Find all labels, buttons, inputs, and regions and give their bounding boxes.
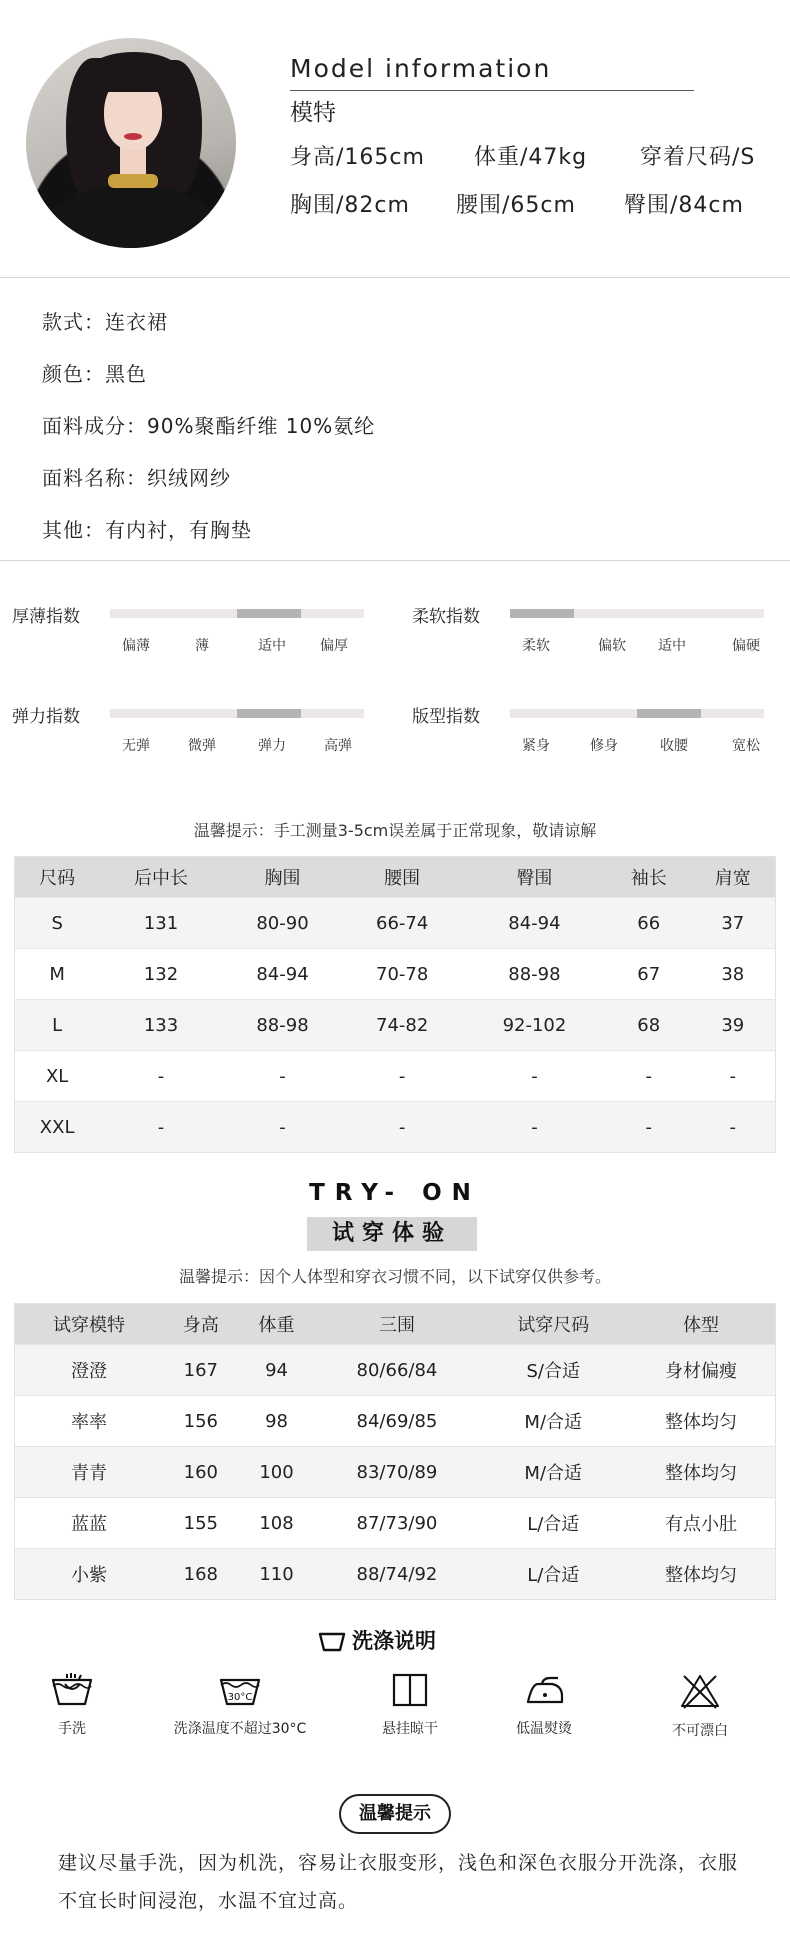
table-row xyxy=(15,1051,776,1102)
table-cell: 67 xyxy=(607,949,691,1000)
table-cell: 39 xyxy=(691,1000,776,1051)
hang-dry-label: 悬挂晾干 xyxy=(382,1721,438,1737)
fit-index-label: 版型指数 xyxy=(412,707,480,727)
model-photo xyxy=(26,38,236,248)
wash-item-hand-wash xyxy=(2,1672,142,1738)
spec-composition: 面料成分：90%聚酯纤维 10%氨纶 xyxy=(42,414,376,438)
table-cell: - xyxy=(462,1051,607,1102)
spec-style: 款式：连衣裙 xyxy=(42,310,168,334)
thickness-index-bar xyxy=(110,609,364,618)
table-cell: 84/69/85 xyxy=(314,1396,479,1447)
thickness-option: 薄 xyxy=(195,638,209,654)
model-bust: 胸围/82cm xyxy=(290,193,410,218)
wash-item-no-bleach xyxy=(630,1672,770,1740)
elasticity-option: 高弹 xyxy=(324,738,352,754)
tip-text: 建议尽量手洗，因为机洗，容易让衣服变形，浅色和深色衣服分开洗涤，衣服不宜长时间浸泡，水温不宜过高。 xyxy=(58,1852,739,1912)
table-cell: 68 xyxy=(607,1000,691,1051)
tryon-title-en: TRY- ON xyxy=(309,1180,481,1206)
header-sleeve: 袖长 xyxy=(607,857,691,898)
elasticity-index-fill xyxy=(237,709,301,718)
softness-option: 偏硬 xyxy=(732,638,760,654)
hand-wash-label: 手洗 xyxy=(58,1721,86,1737)
table-cell: 整体均匀 xyxy=(627,1549,776,1600)
low-iron-label: 低温熨烫 xyxy=(516,1721,572,1737)
spec-other: 其他：有内衬，有胸垫 xyxy=(42,518,252,542)
table-cell: - xyxy=(462,1102,607,1153)
tryon-note: 温馨提示：因个人体型和穿衣习惯不同，以下试穿仅供参考。 xyxy=(178,1267,611,1286)
model-height: 身高/165cm xyxy=(290,145,425,170)
fit-index-fill xyxy=(637,709,701,718)
table-cell: 132 xyxy=(99,949,222,1000)
thickness-option: 偏厚 xyxy=(320,638,348,654)
table-cell: 身材偏瘦 xyxy=(627,1345,776,1396)
table-cell: - xyxy=(691,1051,776,1102)
table-cell: - xyxy=(342,1102,462,1153)
tryon-table xyxy=(14,1303,776,1600)
table-row xyxy=(15,1396,776,1447)
table-cell: 98 xyxy=(239,1396,315,1447)
table-cell: 160 xyxy=(163,1447,239,1498)
wash-item-30c xyxy=(170,1672,310,1738)
table-cell: 66 xyxy=(607,898,691,949)
fit-index-bar xyxy=(510,709,764,718)
header-shoulder: 肩宽 xyxy=(691,857,776,898)
table-cell: S/合适 xyxy=(480,1345,627,1396)
table-row xyxy=(15,1000,776,1051)
washing-title: 洗涤说明 xyxy=(352,1629,436,1653)
table-cell: 70-78 xyxy=(342,949,462,1000)
softness-index-label: 柔软指数 xyxy=(412,607,480,627)
table-row xyxy=(15,1549,776,1600)
table-cell: 有点小肚 xyxy=(627,1498,776,1549)
low-iron-icon xyxy=(522,1672,566,1708)
table-cell: 88/74/92 xyxy=(314,1549,479,1600)
table-cell: 80/66/84 xyxy=(314,1345,479,1396)
wash-item-hang-dry xyxy=(340,1672,480,1738)
table-row xyxy=(15,949,776,1000)
table-row xyxy=(15,898,776,949)
table-cell: 率率 xyxy=(15,1396,163,1447)
thickness-index-label: 厚薄指数 xyxy=(12,607,80,627)
model-info-title: Model information xyxy=(290,54,552,83)
elasticity-option: 无弹 xyxy=(122,738,150,754)
table-row xyxy=(15,1498,776,1549)
thickness-index-fill xyxy=(237,609,301,618)
model-hip: 臀围/84cm xyxy=(624,193,744,218)
wash-item-low-iron xyxy=(474,1672,614,1738)
table-cell: 88-98 xyxy=(462,949,607,1000)
table-cell: - xyxy=(342,1051,462,1102)
table-cell: 整体均匀 xyxy=(627,1447,776,1498)
thickness-option: 适中 xyxy=(258,638,286,654)
table-cell: 110 xyxy=(239,1549,315,1600)
softness-option: 柔软 xyxy=(522,638,550,654)
table-cell: 整体均匀 xyxy=(627,1396,776,1447)
elasticity-option: 微弹 xyxy=(188,738,216,754)
model-size-worn: 穿着尺码/S xyxy=(640,145,756,170)
table-cell: 38 xyxy=(691,949,776,1000)
header-body-type: 体型 xyxy=(627,1304,776,1345)
title-underline xyxy=(290,90,694,91)
table-cell: XXL xyxy=(15,1102,100,1153)
table-cell: 155 xyxy=(163,1498,239,1549)
wash-30-label: 洗涤温度不超过30°C xyxy=(173,1721,307,1737)
table-cell: - xyxy=(99,1102,222,1153)
header-back-length: 后中长 xyxy=(99,857,222,898)
elasticity-option: 弹力 xyxy=(258,738,286,754)
table-cell: - xyxy=(607,1102,691,1153)
table-cell: 131 xyxy=(99,898,222,949)
size-table-header xyxy=(15,857,776,898)
table-cell: M/合适 xyxy=(480,1396,627,1447)
hang-dry-icon xyxy=(390,1672,430,1708)
thickness-option: 偏薄 xyxy=(122,638,150,654)
header-tryon-size: 试穿尺码 xyxy=(480,1304,627,1345)
table-cell: 156 xyxy=(163,1396,239,1447)
table-cell: L/合适 xyxy=(480,1549,627,1600)
table-cell: - xyxy=(223,1102,343,1153)
table-cell: - xyxy=(691,1102,776,1153)
model-info-subtitle: 模特 xyxy=(290,100,336,126)
header-bust: 胸围 xyxy=(223,857,343,898)
table-cell: 84-94 xyxy=(223,949,343,1000)
table-cell: 青青 xyxy=(15,1447,163,1498)
wash-30-icon xyxy=(218,1672,262,1708)
table-cell: 74-82 xyxy=(342,1000,462,1051)
size-table xyxy=(14,856,776,1153)
table-cell: 83/70/89 xyxy=(314,1447,479,1498)
table-cell: 108 xyxy=(239,1498,315,1549)
fit-option: 紧身 xyxy=(522,738,550,754)
header-tester: 试穿模特 xyxy=(15,1304,163,1345)
table-cell: - xyxy=(99,1051,222,1102)
table-cell: 80-90 xyxy=(223,898,343,949)
hand-wash-icon xyxy=(50,1672,94,1708)
svg-text:30°C: 30°C xyxy=(227,1692,253,1703)
header-height: 身高 xyxy=(163,1304,239,1345)
table-cell: 37 xyxy=(691,898,776,949)
fit-option: 收腰 xyxy=(660,738,688,754)
softness-option: 适中 xyxy=(658,638,686,654)
tryon-title-cn: 试穿体验 xyxy=(307,1217,477,1251)
table-cell: L/合适 xyxy=(480,1498,627,1549)
table-cell: 84-94 xyxy=(462,898,607,949)
table-cell: M xyxy=(15,949,100,1000)
table-cell: 167 xyxy=(163,1345,239,1396)
model-weight: 体重/47kg xyxy=(474,145,588,170)
table-cell: - xyxy=(223,1051,343,1102)
elasticity-index-bar xyxy=(110,709,364,718)
tip-badge: 温馨提示 xyxy=(339,1794,451,1834)
table-cell: M/合适 xyxy=(480,1447,627,1498)
table-row xyxy=(15,1102,776,1153)
header-hip: 臀围 xyxy=(462,857,607,898)
table-cell: 蓝蓝 xyxy=(15,1498,163,1549)
model-waist: 腰围/65cm xyxy=(456,193,576,218)
fit-option: 修身 xyxy=(590,738,618,754)
table-cell: 100 xyxy=(239,1447,315,1498)
table-cell: 澄澄 xyxy=(15,1345,163,1396)
section-divider xyxy=(0,277,790,278)
wash-basin-icon xyxy=(318,1630,346,1652)
table-cell: 92-102 xyxy=(462,1000,607,1051)
table-cell: L xyxy=(15,1000,100,1051)
softness-index-bar xyxy=(510,609,764,618)
table-cell: XL xyxy=(15,1051,100,1102)
table-cell: 133 xyxy=(99,1000,222,1051)
table-cell: 88-98 xyxy=(223,1000,343,1051)
table-cell: S xyxy=(15,898,100,949)
header-measurements: 三围 xyxy=(314,1304,479,1345)
table-cell: 87/73/90 xyxy=(314,1498,479,1549)
table-row xyxy=(15,1447,776,1498)
size-measure-note: 温馨提示：手工测量3-5cm误差属于正常现象，敬请谅解 xyxy=(193,821,597,840)
header-waist: 腰围 xyxy=(342,857,462,898)
softness-index-fill xyxy=(510,609,574,618)
section-divider xyxy=(0,560,790,561)
tryon-table-header xyxy=(15,1304,776,1345)
softness-option: 偏软 xyxy=(598,638,626,654)
header-size: 尺码 xyxy=(15,857,100,898)
no-bleach-icon xyxy=(678,1672,722,1710)
spec-color: 颜色：黑色 xyxy=(42,362,147,386)
no-bleach-label: 不可漂白 xyxy=(672,1723,728,1739)
table-cell: 66-74 xyxy=(342,898,462,949)
table-cell: 小紫 xyxy=(15,1549,163,1600)
header-weight: 体重 xyxy=(239,1304,315,1345)
spec-fabric-name: 面料名称：织绒网纱 xyxy=(42,466,231,490)
table-row xyxy=(15,1345,776,1396)
table-cell: 94 xyxy=(239,1345,315,1396)
fit-option: 宽松 xyxy=(732,738,760,754)
table-cell: - xyxy=(607,1051,691,1102)
table-cell: 168 xyxy=(163,1549,239,1600)
elasticity-index-label: 弹力指数 xyxy=(12,707,80,727)
